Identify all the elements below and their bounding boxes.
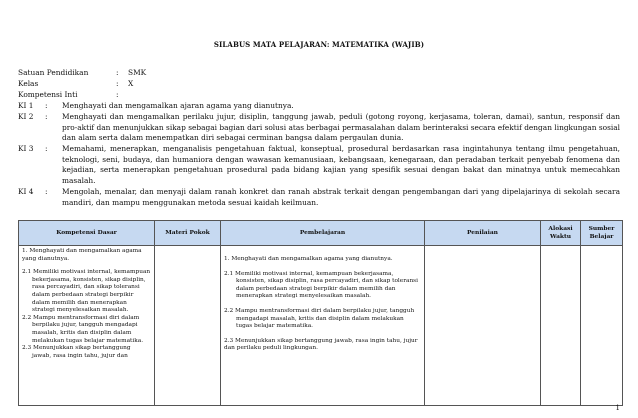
- ki-code: KI 1: [18, 101, 34, 110]
- ki-code: KI 2: [18, 112, 34, 121]
- page-number: 1: [615, 404, 620, 412]
- meta-label: Kompetensi Inti: [18, 90, 78, 99]
- cell-penilaian: [425, 246, 541, 406]
- header-penilaian: Penilaian: [425, 221, 541, 246]
- cell-kompetensi-dasar: [19, 246, 155, 406]
- cell-materi-pokok: [155, 246, 221, 406]
- kd-item: 2.1 Memiliki motivasi internal, kemampuan bekerjasama, konsisten, sikap disiplin, rasa percayadiri, dan sikap toleransi dalam perbedaan strategi berpikir dalam memilih dan menerapkan strategi menyelesaikan masalah.: [22, 269, 151, 314]
- header-sumber-belajar: Sumber Belajar: [581, 221, 623, 246]
- pembelajaran-item: 2.1 Memiliki motivasi internal, kemampuan bekerjasama, konsisten, sikap disiplin, rasa percayadiri, dan sikap toleransi dalam perbedaan strategi berpikir dalam memilih dan menerapkan strategi menyelesaikan masalah.: [224, 270, 419, 300]
- header-kompetensi-dasar: Kompetensi Dasar: [19, 221, 155, 246]
- meta-value: SMK: [128, 68, 147, 77]
- meta-separator: :: [116, 90, 119, 99]
- ki-code: KI 4: [18, 187, 34, 196]
- cell-alokasi-waktu: [541, 246, 581, 406]
- ki-4: [18, 187, 620, 208]
- meta-row-satuan: [18, 68, 146, 79]
- table-row: [19, 246, 623, 406]
- ki-3: [18, 144, 620, 186]
- ki-colon: :: [45, 101, 48, 110]
- ki-text: Menghayati dan mengamalkan ajaran agama yang dianutnya.: [62, 101, 294, 110]
- cell-pembelajaran: [221, 246, 425, 406]
- kd-item: 1. Menghayati dan mengamalkan agama yang dianutnya.: [22, 248, 142, 262]
- ki-colon: :: [45, 112, 48, 121]
- meta-separator: :: [116, 79, 119, 88]
- table-header-row: [19, 221, 623, 246]
- ki-colon: :: [45, 144, 48, 153]
- meta-row-kompetensi-inti: [18, 90, 128, 101]
- pembelajaran-item: 1. Menghayati dan mengamalkan agama yang dianutnya.: [224, 256, 393, 262]
- syllabus-table: [18, 220, 623, 406]
- header-alokasi-waktu: Alokasi Waktu: [541, 221, 581, 246]
- pembelajaran-item: 2.3 Menunjukkan sikap bertanggung jawab, rasa ingin tahu, jujur dan perilaku peduli lingkungan.: [224, 337, 418, 352]
- header-pembelajaran: Pembelajaran: [221, 221, 425, 246]
- ki-colon: :: [45, 187, 48, 196]
- cell-sumber-belajar: [581, 246, 623, 406]
- header-materi-pokok: Materi Pokok: [155, 221, 221, 246]
- kd-item: 2.2 Mampu mentransformasi diri dalam berpilaku jujur, tangguh mengadapi masalah, kritis dan disiplin dalam melakukan tugas belajar matematika.: [22, 314, 144, 344]
- ki-1: [18, 101, 620, 112]
- meta-label: Satuan Pendidikan: [18, 68, 89, 77]
- kd-item: 2.3 Menunjukkan sikap bertanggung jawab, rasa ingin tahu, jujur dan: [22, 345, 131, 359]
- ki-text: Menghayati dan mengamalkan perilaku jujur, disiplin, tanggung jawab, peduli (gotong royong, kerjasama, toleran, damai), santun, responsif dan pro-aktif dan menunjukkan sikap sebagai bagian dari solusi atas berbagai permasalahan dalam berinteraksi secara efektif dengan lingkungan sosial dan alam serta dalam menempatkan diri sebagai cerminan bangsa dalam pergaulan dunia.: [62, 112, 620, 142]
- meta-row-kelas: [18, 79, 133, 90]
- ki-2: [18, 112, 620, 144]
- meta-value: X: [128, 79, 134, 88]
- ki-code: KI 3: [18, 144, 34, 153]
- ki-text: Memahami, menerapkan, menganalisis pengetahuan faktual, konseptual, prosedural berdasarkan rasa ingintahunya tentang ilmu pengetahuan, teknologi, seni, budaya, dan humaniora dengan wawasan kemanusiaan, kebangsaan, kenegaraan, dan peradaban terkait penyebab fenomena dan kejadian, serta menerapkan pengetahuan prosedural pada bidang kajian yang spesifik sesuai dengan bakat dan minatnya untuk memecahkan masalah.: [62, 144, 620, 185]
- ki-text: Mengolah, menalar, dan menyaji dalam ranah konkret dan ranah abstrak terkait dengan pengembangan dari yang dipelajarinya di sekolah secara mandiri, dan mampu menggunakan metoda sesuai kaidah keilmuan.: [62, 187, 620, 207]
- meta-label: Kelas: [18, 79, 39, 88]
- meta-separator: :: [116, 68, 119, 77]
- pembelajaran-item: 2.2 Mampu mentransformasi diri dalam berpilaku jujur, tangguh mengadapi masalah, kritis dan disiplin dalam melakukan tugas belajar matematika.: [224, 307, 415, 330]
- document-title: SILABUS MATA PELAJARAN: MATEMATIKA (WAJIB): [213, 40, 425, 49]
